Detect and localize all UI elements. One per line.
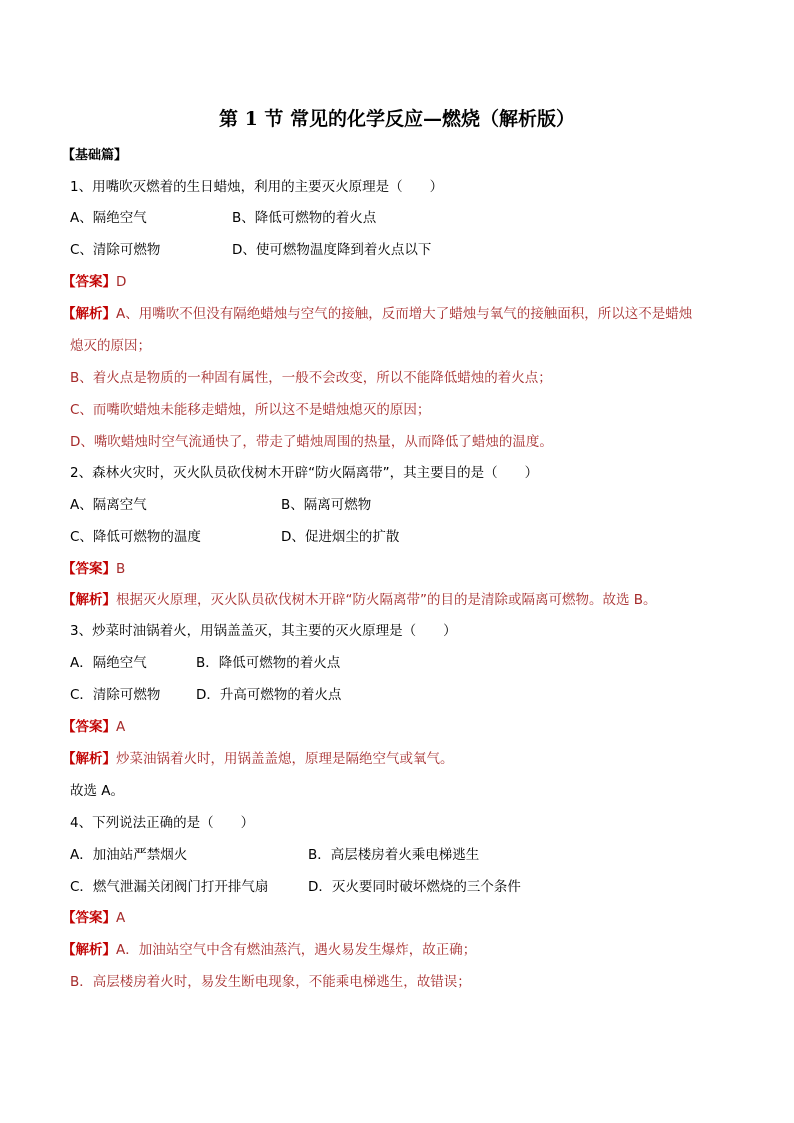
answer-label: 【答案】 bbox=[62, 274, 116, 290]
q4-answer-value: A bbox=[116, 910, 126, 926]
q1-options-cd bbox=[70, 240, 432, 260]
q2-answer-value: B bbox=[116, 561, 126, 577]
q1-option-c: C、清除可燃物 bbox=[70, 242, 161, 258]
q2-options-ab bbox=[70, 495, 372, 515]
q2-option-d: D、促进烟尘的扩散 bbox=[281, 529, 400, 545]
q3-options-cd bbox=[70, 685, 342, 705]
q1-analysis-line-2: 熄灭的原因； bbox=[70, 338, 151, 354]
q2-option-b: B、隔离可燃物 bbox=[281, 497, 372, 513]
q1-answer bbox=[62, 272, 126, 292]
q3-answer-value: A bbox=[116, 719, 126, 735]
q4-analysis-line-1: 【解析】A．加油站空气中含有燃油蒸汽，遇火易发生爆炸，故正确； bbox=[62, 942, 477, 958]
page-title: 第 1 节 常见的化学反应—燃烧（解析版） bbox=[218, 108, 576, 130]
q3-options-ab bbox=[70, 653, 341, 673]
q4-stem: 4、下列说法正确的是（ ） bbox=[70, 815, 255, 831]
q1-option-d: D、使可燃物温度降到着火点以下 bbox=[232, 242, 432, 258]
q1-option-a: A、隔绝空气 bbox=[70, 210, 147, 226]
q4-answer: 【答案】A bbox=[62, 910, 126, 926]
q1-stem: 1、用嘴吹灭燃着的生日蜡烛，利用的主要灭火原理是（ ） bbox=[70, 179, 444, 195]
q3-option-b: B．降低可燃物的着火点 bbox=[196, 655, 341, 671]
q1-analysis-line-5: D、嘴吹蜡烛时空气流通快了，带走了蜡烛周围的热量，从而降低了蜡烛的温度。 bbox=[70, 434, 553, 450]
q4-option-a: A．加油站严禁烟火 bbox=[70, 847, 188, 863]
q1-options-ab bbox=[70, 208, 377, 228]
q4-option-d: D．灭火要同时破坏燃烧的三个条件 bbox=[308, 879, 521, 895]
q3-answer: 【答案】A bbox=[62, 719, 126, 735]
q3-option-c: C．清除可燃物 bbox=[70, 687, 161, 703]
q2-analysis-line-1: 【解析】根据灭火原理，灭火队员砍伐树木开辟“防火隔离带”的目的是清除或隔离可燃物。故选 B。 bbox=[62, 592, 657, 608]
q2-answer: 【答案】B bbox=[62, 561, 126, 577]
q3-analysis-line-2: 故选 A。 bbox=[70, 783, 125, 799]
q1-analysis-line-4: C、而嘴吹蜡烛未能移走蜡烛，所以这不是蜡烛熄灭的原因； bbox=[70, 402, 431, 418]
q4-analysis-line-2: B．高层楼房着火时，易发生断电现象，不能乘电梯逃生，故错误； bbox=[70, 974, 471, 990]
analysis-label: 【解析】 bbox=[62, 306, 116, 322]
q2-stem: 2、森林火灾时，灭火队员砍伐树木开辟“防火隔离带”，其主要目的是（ ） bbox=[70, 465, 539, 481]
q1-analysis-line-1: 【解析】A、用嘴吹不但没有隔绝蜡烛与空气的接触，反而增大了蜡烛与氧气的接触面积，所以这不是蜡烛 bbox=[62, 306, 693, 322]
q1-option-b: B、降低可燃物的着火点 bbox=[232, 210, 377, 226]
q4-option-c: C．燃气泄漏关闭阀门打开排气扇 bbox=[70, 879, 269, 895]
section-heading: 【基础篇】 bbox=[62, 148, 128, 163]
q4-options-cd bbox=[70, 877, 521, 897]
q3-option-d: D．升高可燃物的着火点 bbox=[196, 687, 342, 703]
q2-option-c: C、降低可燃物的温度 bbox=[70, 529, 201, 545]
q2-option-a: A、隔离空气 bbox=[70, 497, 147, 513]
q3-analysis-line-1: 【解析】炒菜油锅着火时，用锅盖盖熄，原理是隔绝空气或氧气。 bbox=[62, 751, 454, 767]
q1-answer-value: D bbox=[116, 274, 127, 290]
q2-options-cd bbox=[70, 527, 400, 547]
q3-option-a: A．隔绝空气 bbox=[70, 655, 147, 671]
q4-options-ab bbox=[70, 845, 480, 865]
q3-stem: 3、炒菜时油锅着火，用锅盖盖灭，其主要的灭火原理是（ ） bbox=[70, 623, 457, 639]
q4-option-b: B．高层楼房着火乘电梯逃生 bbox=[308, 847, 480, 863]
q1-analysis-line-3: B、着火点是物质的一种固有属性，一般不会改变，所以不能降低蜡烛的着火点； bbox=[70, 370, 552, 386]
